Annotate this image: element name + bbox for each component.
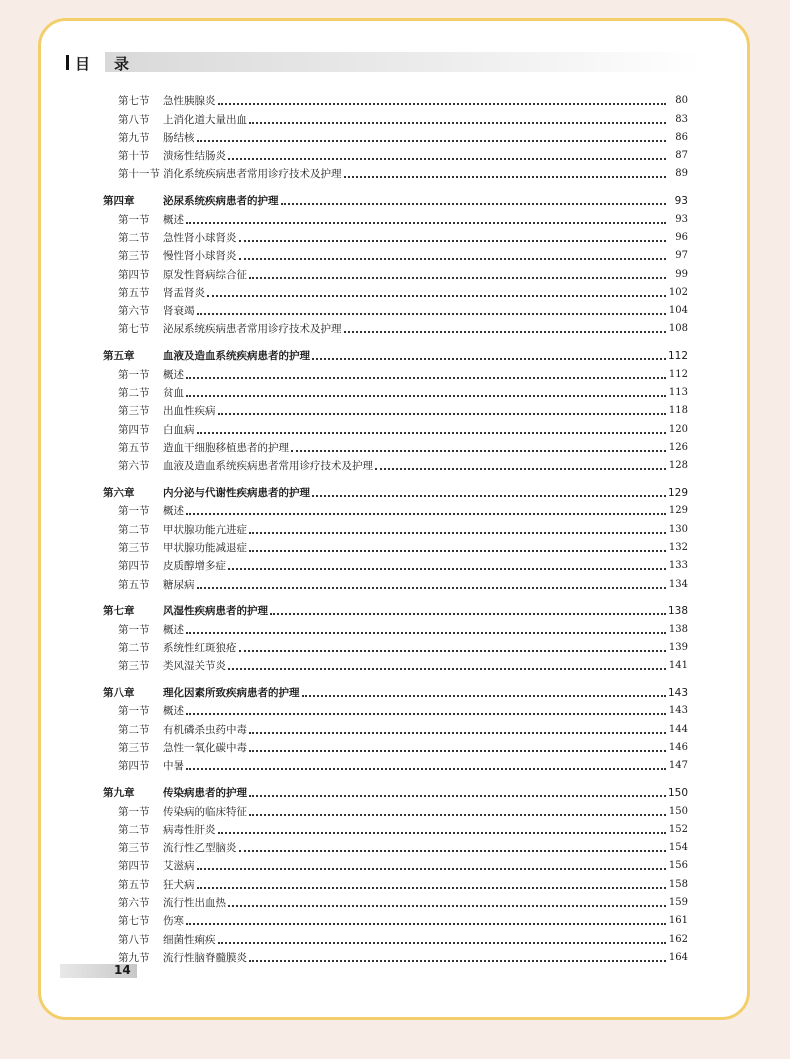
section-title: 概述 [163, 213, 184, 226]
dot-leader [186, 513, 666, 515]
section-number: 第二节 [118, 823, 150, 836]
dot-leader [239, 650, 667, 652]
section-title: 有机磷杀虫药中毒 [163, 723, 247, 736]
dot-leader [249, 750, 666, 752]
dot-leader [249, 277, 666, 279]
page-ref: 102 [668, 286, 688, 298]
dot-leader [249, 732, 666, 734]
toc-section-entry[interactable] [103, 500, 688, 518]
dot-leader [249, 550, 666, 552]
section-title: 泌尿系统疾病患者常用诊疗技术及护理 [163, 323, 342, 336]
page-ref: 80 [675, 95, 688, 107]
section-title: 上消化道大量出血 [163, 113, 247, 126]
page-ref: 154 [668, 842, 688, 854]
dot-leader [186, 632, 666, 634]
dot-leader [218, 103, 667, 105]
section-title: 肠结核 [163, 131, 195, 144]
toc-section-entry[interactable] [103, 737, 688, 755]
page-ref: 86 [675, 131, 688, 143]
section-title: 病毒性肝炎 [163, 823, 216, 836]
toc-section-entry[interactable] [103, 90, 688, 108]
page-ref: 129 [668, 505, 688, 517]
toc-section-entry[interactable] [103, 208, 688, 226]
section-title: 急性肾小球肾炎 [163, 231, 237, 244]
dot-leader [281, 203, 667, 205]
page-ref: 159 [668, 897, 688, 909]
toc-section-entry[interactable] [103, 518, 688, 536]
section-title: 流行性脑脊髓膜炎 [163, 951, 247, 964]
dot-leader [218, 832, 667, 834]
dot-leader [249, 532, 666, 534]
dot-leader [375, 468, 666, 470]
group-spacer [103, 773, 688, 782]
toc-section-entry[interactable] [103, 800, 688, 818]
toc-chapter-entry[interactable] [103, 345, 688, 363]
section-title: 中暑 [163, 760, 184, 773]
page-ref: 143 [668, 687, 689, 700]
toc-section-entry[interactable] [103, 300, 688, 318]
group-spacer [103, 181, 688, 190]
dot-leader [344, 331, 667, 333]
section-number: 第二节 [118, 386, 150, 399]
section-title: 消化系统疾病患者常用诊疗技术及护理 [163, 168, 342, 181]
chapter-number: 第八章 [103, 687, 135, 700]
page-ref: 129 [668, 487, 689, 500]
section-number: 第一节 [118, 213, 150, 226]
dot-leader [197, 887, 667, 889]
dot-leader [302, 695, 667, 697]
page-ref: 139 [668, 641, 688, 653]
toc-section-entry[interactable] [103, 245, 688, 263]
dot-leader [186, 222, 666, 224]
section-number: 第一节 [118, 805, 150, 818]
toc-section-entry[interactable] [103, 928, 688, 946]
toc-section-entry[interactable] [103, 855, 688, 873]
section-number: 第九节 [118, 951, 150, 964]
toc-section-entry[interactable] [103, 910, 688, 928]
page-ref: 161 [668, 915, 688, 927]
section-number: 第八节 [118, 933, 150, 946]
toc-section-entry[interactable] [103, 163, 688, 181]
page-number: 14 [114, 963, 131, 977]
section-number: 第五节 [118, 878, 150, 891]
section-number: 第六节 [118, 305, 150, 318]
section-number: 第十一节 [118, 168, 160, 181]
section-number: 第四节 [118, 860, 150, 873]
page-ref: 132 [668, 541, 688, 553]
page-ref: 164 [668, 951, 688, 963]
section-number: 第三节 [118, 842, 150, 855]
toc-section-entry[interactable] [103, 637, 688, 655]
section-number: 第二节 [118, 723, 150, 736]
page-ref: 126 [668, 441, 688, 453]
page-ref: 156 [668, 860, 688, 872]
page-footer [60, 963, 137, 979]
page-ref: 133 [668, 560, 688, 572]
section-title: 肾衰竭 [163, 305, 195, 318]
page-ref: 112 [668, 350, 689, 363]
chapter-number: 第七章 [103, 605, 135, 618]
dot-leader [312, 495, 666, 497]
page-ref: 143 [668, 705, 688, 717]
section-title: 概述 [163, 705, 184, 718]
section-number: 第四节 [118, 268, 150, 281]
header-shading [105, 52, 703, 72]
page-ref: 147 [668, 760, 688, 772]
section-title: 传染病的临床特征 [163, 805, 247, 818]
page-ref: 108 [668, 323, 688, 335]
toc-section-entry[interactable] [103, 700, 688, 718]
page-ref: 138 [668, 623, 688, 635]
dot-leader [186, 713, 666, 715]
page-ref: 150 [668, 805, 688, 817]
section-title: 白血病 [163, 423, 195, 436]
page-ref: 120 [668, 423, 688, 435]
section-title: 慢性肾小球肾炎 [163, 250, 237, 263]
section-number: 第三节 [118, 660, 150, 673]
dot-leader [239, 258, 667, 260]
section-title: 艾滋病 [163, 860, 195, 873]
page-ref: 134 [668, 578, 688, 590]
chapter-title: 风湿性疾病患者的护理 [163, 605, 268, 618]
section-title: 皮质醇增多症 [163, 560, 226, 573]
section-number: 第九节 [118, 131, 150, 144]
section-number: 第二节 [118, 231, 150, 244]
chapter-title: 传染病患者的护理 [163, 787, 247, 800]
dot-leader [228, 158, 666, 160]
toc-chapter-entry[interactable] [103, 482, 688, 500]
section-title: 贫血 [163, 386, 184, 399]
section-number: 第三节 [118, 541, 150, 554]
section-title: 急性一氧化碳中毒 [163, 742, 247, 755]
section-number: 第八节 [118, 113, 150, 126]
toc-section-entry[interactable] [103, 655, 688, 673]
toc-section-entry[interactable] [103, 127, 688, 145]
section-number: 第四节 [118, 560, 150, 573]
dot-leader [249, 795, 666, 797]
toc-section-entry[interactable] [103, 263, 688, 281]
section-number: 第十节 [118, 150, 150, 163]
page-ref: 158 [668, 878, 688, 890]
page-ref: 141 [668, 660, 688, 672]
dot-leader [239, 240, 667, 242]
toc-section-entry[interactable] [103, 318, 688, 336]
section-number: 第五节 [118, 578, 150, 591]
running-header [63, 52, 703, 74]
section-number: 第三节 [118, 742, 150, 755]
section-number: 第七节 [118, 915, 150, 928]
section-number: 第四节 [118, 423, 150, 436]
toc-chapter-entry[interactable] [103, 682, 688, 700]
section-title: 出血性疾病 [163, 405, 216, 418]
section-title: 肾盂肾炎 [163, 286, 205, 299]
toc-section-entry[interactable] [103, 537, 688, 555]
page-ref: 93 [674, 195, 688, 208]
toc-section-entry[interactable] [103, 282, 688, 300]
table-of-contents [103, 90, 688, 965]
dot-leader [249, 122, 666, 124]
dot-leader [197, 140, 667, 142]
toc-section-entry[interactable] [103, 837, 688, 855]
dot-leader [197, 313, 667, 315]
header-title: 目录 [75, 55, 154, 73]
page-ref: 138 [668, 605, 689, 618]
page-ref: 99 [675, 268, 688, 280]
toc-chapter-entry[interactable] [103, 600, 688, 618]
section-number: 第四节 [118, 760, 150, 773]
dot-leader [249, 960, 666, 962]
page-ref: 113 [668, 386, 688, 398]
toc-section-entry[interactable] [103, 573, 688, 591]
section-title: 概述 [163, 368, 184, 381]
chapter-title: 内分泌与代谢性疾病患者的护理 [163, 487, 310, 500]
chapter-number: 第四章 [103, 195, 135, 208]
toc-section-entry[interactable] [103, 755, 688, 773]
toc-section-entry[interactable] [103, 227, 688, 245]
dot-leader [312, 358, 666, 360]
section-title: 概述 [163, 623, 184, 636]
section-number: 第六节 [118, 897, 150, 910]
section-number: 第五节 [118, 441, 150, 454]
toc-chapter-entry[interactable] [103, 190, 688, 208]
chapter-number: 第六章 [103, 487, 135, 500]
section-title: 狂犬病 [163, 878, 195, 891]
toc-section-entry[interactable] [103, 382, 688, 400]
page-ref: 93 [675, 213, 688, 225]
dot-leader [218, 942, 667, 944]
dot-leader [197, 868, 667, 870]
page-ref: 96 [675, 231, 688, 243]
dot-leader [197, 432, 667, 434]
dot-leader [270, 613, 666, 615]
dot-leader [228, 668, 666, 670]
toc-section-entry[interactable] [103, 145, 688, 163]
dot-leader [228, 905, 666, 907]
dot-leader [197, 587, 667, 589]
dot-leader [186, 768, 666, 770]
page-ref: 144 [668, 723, 688, 735]
toc-section-entry[interactable] [103, 873, 688, 891]
section-title: 概述 [163, 505, 184, 518]
section-title: 伤寒 [163, 915, 184, 928]
section-title: 流行性乙型脑炎 [163, 842, 237, 855]
page-ref: 112 [668, 368, 688, 380]
page-ref: 152 [668, 823, 688, 835]
toc-section-entry[interactable] [103, 400, 688, 418]
section-title: 原发性肾病综合征 [163, 268, 247, 281]
section-title: 糖尿病 [163, 578, 195, 591]
page-ref: 130 [668, 523, 688, 535]
page-ref: 128 [668, 460, 688, 472]
toc-section-entry[interactable] [103, 618, 688, 636]
dot-leader [228, 568, 666, 570]
page-ref: 162 [668, 933, 688, 945]
toc-section-entry[interactable] [103, 363, 688, 381]
page-ref: 118 [668, 405, 688, 417]
section-title: 溃疡性结肠炎 [163, 150, 226, 163]
group-spacer [103, 473, 688, 482]
page-ref: 83 [675, 113, 688, 125]
dot-leader [344, 176, 667, 178]
section-title: 造血干细胞移植患者的护理 [163, 441, 289, 454]
chapter-number: 第九章 [103, 787, 135, 800]
chapter-title: 血液及造血系统疾病患者的护理 [163, 350, 310, 363]
section-number: 第五节 [118, 286, 150, 299]
section-number: 第六节 [118, 460, 150, 473]
dot-leader [291, 450, 666, 452]
section-number: 第二节 [118, 523, 150, 536]
dot-leader [207, 295, 666, 297]
section-title: 甲状腺功能减退症 [163, 541, 247, 554]
section-number: 第七节 [118, 323, 150, 336]
section-number: 第一节 [118, 368, 150, 381]
toc-section-entry[interactable] [103, 555, 688, 573]
group-spacer [103, 592, 688, 601]
page-ref: 97 [675, 250, 688, 262]
section-title: 系统性红斑狼疮 [163, 641, 237, 654]
toc-section-entry[interactable] [103, 437, 688, 455]
section-title: 流行性出血热 [163, 897, 226, 910]
section-title: 血液及造血系统疾病患者常用诊疗技术及护理 [163, 460, 373, 473]
section-title: 类风湿关节炎 [163, 660, 226, 673]
section-title: 细菌性痢疾 [163, 933, 216, 946]
dot-leader [186, 377, 666, 379]
dot-leader [218, 413, 667, 415]
toc-section-entry[interactable] [103, 718, 688, 736]
header-bar [66, 55, 69, 70]
section-number: 第一节 [118, 623, 150, 636]
section-number: 第二节 [118, 641, 150, 654]
section-number: 第一节 [118, 705, 150, 718]
section-number: 第三节 [118, 250, 150, 263]
section-number: 第七节 [118, 95, 150, 108]
page-ref: 87 [675, 150, 688, 162]
toc-section-entry[interactable] [103, 892, 688, 910]
group-spacer [103, 336, 688, 345]
page-ref: 89 [675, 168, 688, 180]
section-number: 第三节 [118, 405, 150, 418]
group-spacer [103, 673, 688, 682]
toc-section-entry[interactable] [103, 418, 688, 436]
page-ref: 104 [668, 305, 688, 317]
section-title: 急性胰腺炎 [163, 95, 216, 108]
toc-section-entry[interactable] [103, 455, 688, 473]
dot-leader [186, 395, 666, 397]
toc-section-entry[interactable] [103, 108, 688, 126]
dot-leader [239, 850, 667, 852]
chapter-title: 理化因素所致疾病患者的护理 [163, 687, 300, 700]
toc-section-entry[interactable] [103, 947, 688, 965]
toc-chapter-entry[interactable] [103, 782, 688, 800]
toc-section-entry[interactable] [103, 819, 688, 837]
section-number: 第一节 [118, 505, 150, 518]
dot-leader [249, 814, 666, 816]
chapter-number: 第五章 [103, 350, 135, 363]
section-title: 甲状腺功能亢进症 [163, 523, 247, 536]
dot-leader [186, 923, 666, 925]
page-ref: 146 [668, 742, 688, 754]
chapter-title: 泌尿系统疾病患者的护理 [163, 195, 279, 208]
page-ref: 150 [668, 787, 689, 800]
